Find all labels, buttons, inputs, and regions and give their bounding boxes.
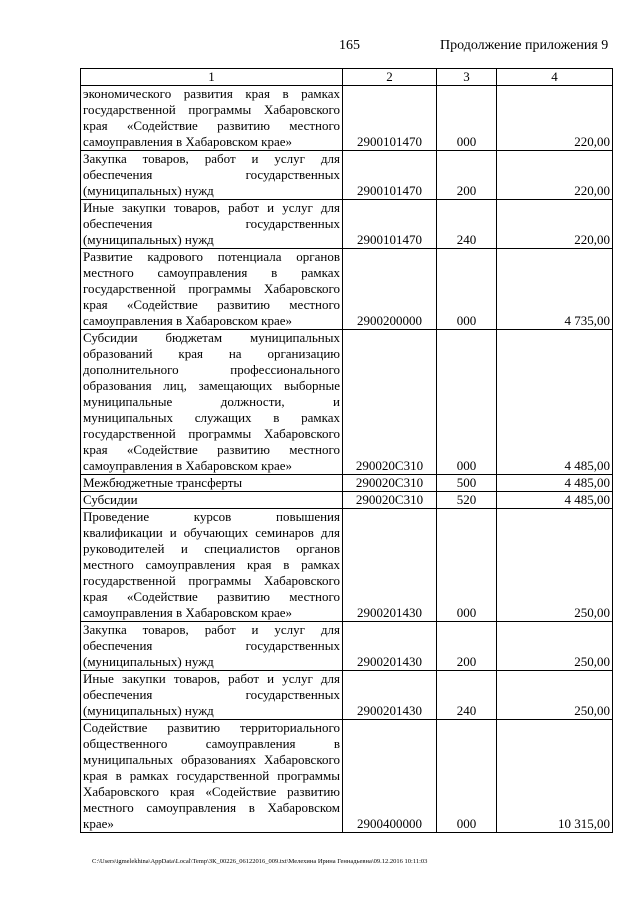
row-amount-cell: 4 485,00 <box>497 475 613 492</box>
row-name-cell: экономического развития края в рамках государственной программы Хабаровского края «Содействие развитию местного самоуправления в Хабаровском крае» <box>81 86 343 151</box>
budget-table <box>80 68 613 833</box>
row-name-cell: Развитие кадрового потенциала органов местного самоуправления в рамках государственной программы Хабаровского края «Содействие развитию местного самоуправления в Хабаровском крае» <box>81 249 343 330</box>
table-row <box>81 330 613 475</box>
row-type-cell: 520 <box>437 492 497 509</box>
row-type-cell: 240 <box>437 671 497 720</box>
table-row <box>81 200 613 249</box>
row-name-cell: Межбюджетные трансферты <box>81 475 343 492</box>
table-row <box>81 509 613 622</box>
row-type-cell: 500 <box>437 475 497 492</box>
row-amount-cell: 220,00 <box>497 200 613 249</box>
row-type-cell: 000 <box>437 86 497 151</box>
row-type-cell: 000 <box>437 509 497 622</box>
table-row <box>81 249 613 330</box>
row-code-cell: 2900101470 <box>343 200 437 249</box>
appendix-note: Продолжение приложения 9 <box>440 38 609 53</box>
row-code-cell: 2900201430 <box>343 509 437 622</box>
row-amount-cell: 4 485,00 <box>497 492 613 509</box>
column-header: 3 <box>437 69 497 86</box>
row-type-cell: 000 <box>437 720 497 833</box>
row-name-cell: Закупка товаров, работ и услуг для обеспечения государственных (муниципальных) нужд <box>81 622 343 671</box>
row-amount-cell: 220,00 <box>497 86 613 151</box>
table-row <box>81 475 613 492</box>
table-row <box>81 622 613 671</box>
row-name-cell: Иные закупки товаров, работ и услуг для обеспечения государственных (муниципальных) нужд <box>81 671 343 720</box>
row-code-cell: 2900101470 <box>343 151 437 200</box>
table-row <box>81 720 613 833</box>
column-header: 2 <box>343 69 437 86</box>
row-code-cell: 2900201430 <box>343 622 437 671</box>
table-row <box>81 151 613 200</box>
row-amount-cell: 4 735,00 <box>497 249 613 330</box>
row-type-cell: 200 <box>437 151 497 200</box>
row-code-cell: 290020С310 <box>343 330 437 475</box>
row-code-cell: 290020С310 <box>343 492 437 509</box>
table-row <box>81 492 613 509</box>
row-type-cell: 240 <box>437 200 497 249</box>
row-name-cell: Иные закупки товаров, работ и услуг для обеспечения государственных (муниципальных) нужд <box>81 200 343 249</box>
row-code-cell: 290020С310 <box>343 475 437 492</box>
file-path-footer: C:\Users\igmelekhina\AppData\Local\Temp\ЗК_00226_06122016_009.txt\Мелехина Ирина Геннадьевна\09.12.2016 10:11:03 <box>92 858 428 865</box>
table-header-row <box>81 69 613 86</box>
row-amount-cell: 220,00 <box>497 151 613 200</box>
row-amount-cell: 250,00 <box>497 509 613 622</box>
row-amount-cell: 4 485,00 <box>497 330 613 475</box>
row-code-cell: 2900400000 <box>343 720 437 833</box>
row-amount-cell: 250,00 <box>497 622 613 671</box>
row-code-cell: 2900101470 <box>343 86 437 151</box>
row-name-cell: Закупка товаров, работ и услуг для обеспечения государственных (муниципальных) нужд <box>81 151 343 200</box>
row-type-cell: 000 <box>437 330 497 475</box>
row-name-cell: Содействие развитию территориального общественного самоуправления в муниципальных образованиях Хабаровского края в рамках государственной программы Хабаровского края «Содействие развитию местного самоуправления в Хабаровском крае» <box>81 720 343 833</box>
table-row <box>81 86 613 151</box>
row-type-cell: 000 <box>437 249 497 330</box>
row-code-cell: 2900200000 <box>343 249 437 330</box>
row-name-cell: Субсидии бюджетам муниципальных образований края на организацию дополнительного профессионального образования лиц, замещающих выборные муниципальные должности, и муниципальных служащих в рамках государственной программы Хабаровского края «Содействие развитию местного самоуправления в Хабаровском крае» <box>81 330 343 475</box>
row-type-cell: 200 <box>437 622 497 671</box>
page-number: 165 <box>339 38 360 53</box>
row-name-cell: Проведение курсов повышения квалификации и обучающих семинаров для руководителей и специалистов органов местного самоуправления края в рамках государственной программы Хабаровского края «Содействие развитию местного самоуправления в Хабаровском крае» <box>81 509 343 622</box>
row-name-cell: Субсидии <box>81 492 343 509</box>
row-amount-cell: 10 315,00 <box>497 720 613 833</box>
column-header: 4 <box>497 69 613 86</box>
column-header: 1 <box>81 69 343 86</box>
row-amount-cell: 250,00 <box>497 671 613 720</box>
table-row <box>81 671 613 720</box>
row-code-cell: 2900201430 <box>343 671 437 720</box>
